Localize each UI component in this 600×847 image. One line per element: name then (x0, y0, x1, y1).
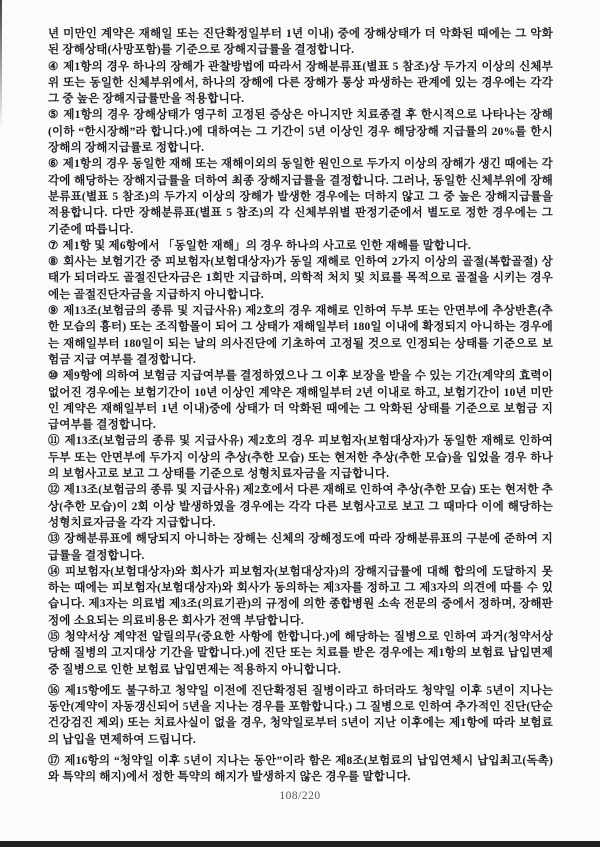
clause-marker: ⑮ (48, 630, 61, 643)
clause-marker: ⑬ (48, 533, 61, 546)
clause-marker: ⑨ (48, 305, 60, 318)
clause-text: 년 미만인 계약은 재해일 또는 진단확정일부터 1년 이내) 중에 장해상태가 더 악화된 때에는 그 악화된 장해상태(사망포함)를 기준으로 장해지급률을 결정합니다. (48, 28, 553, 57)
clause-text: 피보험자(보험대상자)와 회사가 피보험자(보험대상자)의 장해지급률에 대해 합의에 도달하지 못하는 때에는 피보험자(보험대상자)와 회사가 동의하는 제3자를 정하고 그 제3자의 의견에 따를 수 있습니다. 제3자는 의료법 제3조(의료기관)의 규정에 의한 종합병원 소속 전문의 중에서 정하며, 장해판정에 소요되는 의료비용은 회사가 전액 부담합니다. (48, 565, 553, 627)
clause-paragraph (48, 683, 553, 748)
clause-paragraph (48, 238, 553, 254)
scan-edge-bottom (0, 841, 600, 847)
clause-marker: ⑧ (48, 256, 60, 269)
clause-text: 제15항에도 불구하고 청약일 이전에 진단확정된 질병이라고 하더라도 청약일 이후 5년이 지나는 동안(계약이 자동갱신되어 5년을 지나는 경우를 포함합니다.) 그 질병으로 인하여 추가적인 진단(단순건강검진 제외) 또는 치료사실이 없을 경우, 청약일로부터 5년이 지난 이후에는 제1항에 따라 보험료의 납입을 면제하여 드립니다. (48, 684, 553, 746)
clause-paragraph (48, 433, 553, 482)
clause-paragraph (48, 564, 553, 629)
clause-paragraph (48, 753, 553, 786)
clause-text: 제13조(보험금의 종류 및 지급사유) 제2호의 경우 재해로 인하여 두부 또는 안면부에 추상반흔(추한 모습의 흉터) 또는 조직함몰이 되어 그 상태가 재해일부터 180일 이내에 확정되지 아니하는 경우에는 재해일부터 180일이 되는 날의 의사진단에 기초하여 고정될 것으로 인정되는 상태를 기준으로 보험금 지급 여부를 결정합니다. (48, 305, 553, 366)
clause-paragraph (48, 303, 553, 368)
clause-text: 제13조(보험금의 종류 및 지급사유) 제2호의 경우 피보험자(보험대상자)가 동일한 재해로 인하여 두부 또는 안면부에 두가지 이상의 추상(추한 모습) 또는 현저한 추상(추한 모습)을 입었을 경우 하나의 보험사고로 보고 그 상태를 기준으로 성형치료자금을 지급합니다. (48, 435, 553, 481)
page-number: 108/220 (279, 790, 321, 802)
clause-marker: ⑦ (48, 239, 59, 252)
clause-text: 제1항의 경우 동일한 재해 또는 재해이외의 동일한 원인으로 두가지 이상의 장해가 생긴 때에는 각각에 해당하는 장해지급률을 더하여 최종 장해지급률을 결정합니다. 그러나, 동일한 신체부위에 장해분류표(별표 5 참조)의 두가지 이상의 장해가 발생한 경우에는 더하지 않고 그 중 높은 장해지급률을 적용합니다. 다만 장해분류표(별표 5 참조)의 각 신체부위별 판정기준에서 별도로 정한 경우에는 그 기준에 따릅니다. (48, 158, 553, 236)
clause-paragraph (48, 482, 553, 531)
clause-paragraph (48, 107, 553, 156)
clause-text: 회사는 보험기간 중 피보험자(보험대상자)가 동일 재해로 인하여 2가지 이상의 골절(복합골절) 상태가 되더라도 골절진단자금은 1회만 지급하며, 의학적 처치 및 치료를 목적으로 골절을 시키는 경우에는 골절진단자금을 지급하지 아니합니다. (48, 256, 553, 301)
clause-text: 제1항 및 제6항에서 「동일한 재해」의 경우 하나의 사고로 인한 재해를 말합니다. (62, 239, 471, 252)
clause-marker: ④ (48, 60, 60, 73)
scan-edge-left (0, 0, 2, 130)
clause-text: 제1항의 경우 장해상태가 영구히 고정된 증상은 아니지만 치료종결 후 한시적으로 나타나는 장해(이하 “한시장해”라 합니다.)에 대하여는 그 기간이 5년 이상인 경우 해당장해 지급률의 20%를 한시장해의 장해지급률로 정합니다. (48, 109, 554, 155)
clause-text: 제9항에 의하여 보험금 지급여부를 결정하였으나 그 이후 보장을 받을 수 있는 기간(계약의 효력이 없어진 경우에는 보험기간이 10년 이상인 계약은 재해일부터 2년 이내로 하고, 보험기간이 10년 미만인 계약은 재해일부터 1년 이내)중에 상태가 더 악화된 때에는 그 악화된 상태를 기준으로 보험금 지급여부를 결정합니다. (48, 370, 553, 432)
clause-text: 제13조(보험금의 종류 및 지급사유) 제2호에서 다른 재해로 인하여 추상(추한 모습) 또는 현저한 추상(추한 모습)이 2회 이상 발생하였을 경우에는 각각 다른 보험사고로 보고 그 때마다 이에 해당하는 성형치료자금을 각각 지급합니다. (48, 484, 554, 529)
clause-paragraph (48, 59, 553, 108)
clause-text: 청약서상 계약전 알릴의무(중요한 사항에 한합니다.)에 해당하는 질병으로 인하여 과거(청약서상 당해 질병의 고지대상 기간을 말합니다.)에 진단 또는 치료를 받은 경우에는 제1항의 보험료 납입면제 중 질병으로 인한 보험료 납입면제는 적용하지 아니합니다. (48, 630, 554, 676)
clause-text: 장해분류표에 해당되지 아니하는 장해는 신체의 장해정도에 따라 장해분류표의 구분에 준하여 지급률을 결정합니다. (48, 533, 553, 562)
clause-paragraph (48, 368, 553, 433)
clause-paragraph (48, 254, 553, 303)
clause-marker: ⑤ (48, 109, 60, 122)
clause-paragraph (48, 26, 553, 59)
clause-marker: ⑯ (48, 684, 61, 697)
clause-paragraph (48, 531, 553, 564)
clause-text-block (48, 26, 553, 786)
clause-marker: ⑫ (48, 484, 60, 497)
clause-marker: ⑥ (48, 158, 59, 171)
clause-paragraph (48, 156, 553, 237)
clause-text: 제1항의 경우 하나의 장해가 관찰방법에 따라서 장해분류표(별표 5 참조)상 두가지 이상의 신체부위 또는 동일한 신체부위에서, 하나의 장해에 다른 장해가 통상 파생하는 관계에 있는 경우에는 각각 그 중 높은 장해지급률만을 적용합니다. (48, 60, 553, 106)
clause-marker: ⑩ (48, 370, 59, 383)
clause-marker: ⑪ (48, 435, 61, 448)
clause-marker: ⑰ (48, 755, 61, 768)
clause-paragraph (48, 629, 553, 678)
clause-text: 제16항의 “청약일 이후 5년이 지나는 동안”이라 함은 제8조(보험료의 납입연체시 납입최고(독촉)와 특약의 해지)에서 정한 특약의 해지가 발생하지 않은 경우를 말합니다. (48, 755, 553, 784)
clause-marker: ⑭ (48, 565, 62, 578)
